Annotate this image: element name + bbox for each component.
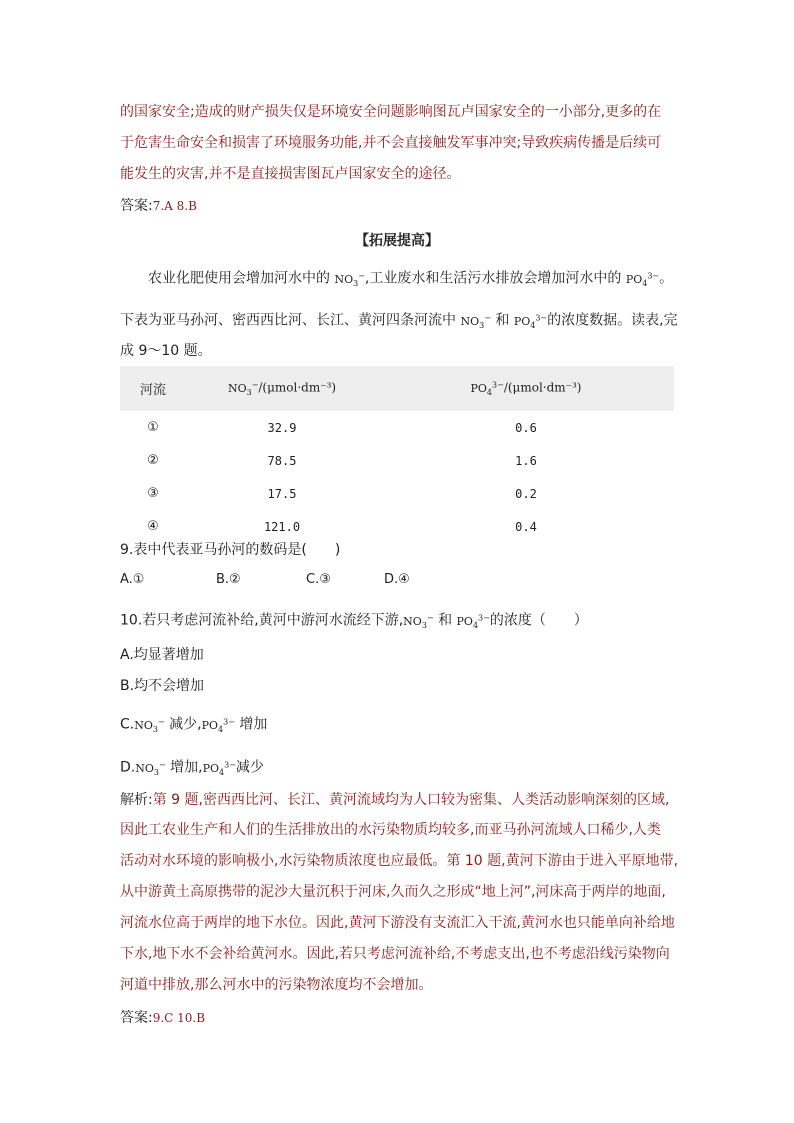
analysis-line-5: 河流水位高于两岸的地下水位。因此,黄河下游没有支流汇入干流,黄河水也只能单向补给地: [120, 915, 675, 931]
intro-text: 和: [495, 312, 510, 329]
river-cell: ③: [147, 486, 159, 501]
analysis-label: 解析:: [120, 792, 153, 808]
nitrate-cell: 32.9: [267, 420, 297, 435]
analysis-line-6: 下水,地下水不会补给黄河水。因此,若只考虑河流补给,不考虑支出,也不考虑沿线污染物向: [120, 946, 670, 962]
header-nitrate: $NO_3^-/(\mu mol\cdot dm^{-3})$: [186, 366, 378, 411]
intro-line-3: 成 9～10 题。: [120, 343, 212, 359]
nitrate-formula: $NO_3^-$: [134, 717, 165, 734]
nitrate-formula: $NO_3^-$: [403, 613, 434, 630]
header-river: 河流: [120, 366, 186, 411]
q9-option-c: C.③: [306, 572, 331, 587]
intro-text: 下表为亚马孙河、密西西比河、长江、黄河四条河流中: [120, 312, 456, 329]
phosphate-formula: $PO_4^{3-}$: [201, 717, 235, 734]
answer-label: 答案:: [120, 198, 153, 214]
phosphate-cell: 0.2: [515, 486, 537, 501]
table-row: [120, 477, 674, 510]
intro-text: 的浓度数据。读表,完: [547, 312, 678, 329]
phosphate-formula: $PO_4^{3-}$: [513, 313, 548, 330]
phosphate-formula: $PO_4^{3-}$: [456, 613, 490, 630]
table-header-row: [120, 366, 674, 411]
answer-label: 答案:: [120, 1010, 153, 1026]
intro-text: ,工业废水和生活污水排放会增加河水中的: [364, 270, 622, 287]
nitrate-cell: 121.0: [263, 519, 301, 534]
intro-line-2: [120, 308, 678, 336]
table-row: [120, 510, 674, 543]
q9-option-d: D.④: [384, 572, 410, 587]
analysis-line-4: 从中游黄土高原携带的泥沙大量沉积于河床,久而久之形成“地上河”,河床高于两岸的地面,: [120, 884, 666, 900]
nitrate-formula: $NO_3^-$: [135, 760, 166, 777]
analysis-line-2: 因此工农业生产和人们的生活排放出的水污染物质均较多,而亚马孙河流域人口稀少,人类: [120, 822, 661, 838]
phosphate-formula: $PO_4^{3-}$: [625, 271, 660, 288]
phosphate-formula: $PO_4^{3-}$: [202, 760, 236, 777]
q9-option-a: A.①: [120, 572, 145, 587]
analysis-line-7: 河道中排放,那么河水中的污染物浓度均不会增加。: [120, 977, 433, 993]
answer-value: 7.A 8.B: [152, 199, 197, 213]
question-9-stem: 9.表中代表亚马孙河的数码是( ): [120, 542, 341, 558]
phosphate-cell: 0.4: [515, 519, 537, 534]
river-cell: ④: [147, 519, 159, 534]
nitrate-formula: $NO_3^-$: [460, 313, 491, 330]
analysis-prev-line-1: 的国家安全;造成的财产损失仅是环境安全问题影响图瓦卢国家安全的一小部分,更多的在: [120, 104, 662, 120]
answer-7-8: [120, 196, 197, 216]
nitrate-formula: $NO_3^-$: [334, 271, 365, 288]
q10-option-a: A.均显著增加: [120, 647, 204, 663]
section-title: 【拓展提高】: [355, 233, 439, 249]
analysis-prev-line-3: 能发生的灾害,并不是直接损害图瓦卢国家安全的途径。: [120, 166, 461, 182]
intro-text: 。: [659, 270, 674, 287]
q10-option-c: $C.NO_3^-$ 减少$,PO_4^{3-}$ 增加: [120, 716, 268, 734]
intro-line-1: [148, 266, 673, 294]
nitrate-cell: 17.5: [267, 486, 297, 501]
header-phosphate: $PO_4^{3-}/(\mu mol\cdot dm^{-3})$: [378, 366, 674, 411]
intro-text: 农业化肥使用会增加河水中的: [148, 270, 330, 287]
question-10-stem: 10.若只考虑河流补给,黄河中游河水流经下游$,NO_3^-$ 和 $PO_4^{3-}$的浓度（ ）: [120, 612, 588, 630]
phosphate-cell: 1.6: [515, 453, 537, 468]
table-row: [120, 411, 674, 444]
analysis-line-1: 解析:第 9 题,密西西比河、长江、黄河流域均为人口较为密集、人类活动影响深刻的区域,: [120, 792, 670, 808]
nitrate-cell: 78.5: [267, 453, 297, 468]
q10-option-d: $D.NO_3^-$ 增加$,PO_4^{3-}$减少: [120, 759, 264, 777]
q10-option-b: B.均不会增加: [120, 678, 205, 694]
answer-9-10: [120, 1008, 205, 1028]
q9-option-b: B.②: [216, 572, 241, 587]
phosphate-cell: 0.6: [515, 420, 537, 435]
river-cell: ②: [147, 453, 159, 468]
river-cell: ①: [147, 420, 159, 435]
table-row: [120, 444, 674, 477]
concentration-table: [120, 366, 674, 543]
analysis-prev-line-2: 于危害生命安全和损害了环境服务功能,并不会直接触发军事冲突;导致疾病传播是后续可: [120, 135, 662, 151]
analysis-line-3: 活动对水环境的影响极小,水污染物质浓度也应最低。第 10 题,黄河下游由于进入平原地带,: [120, 853, 679, 869]
answer-value: 9.C 10.B: [152, 1011, 206, 1025]
